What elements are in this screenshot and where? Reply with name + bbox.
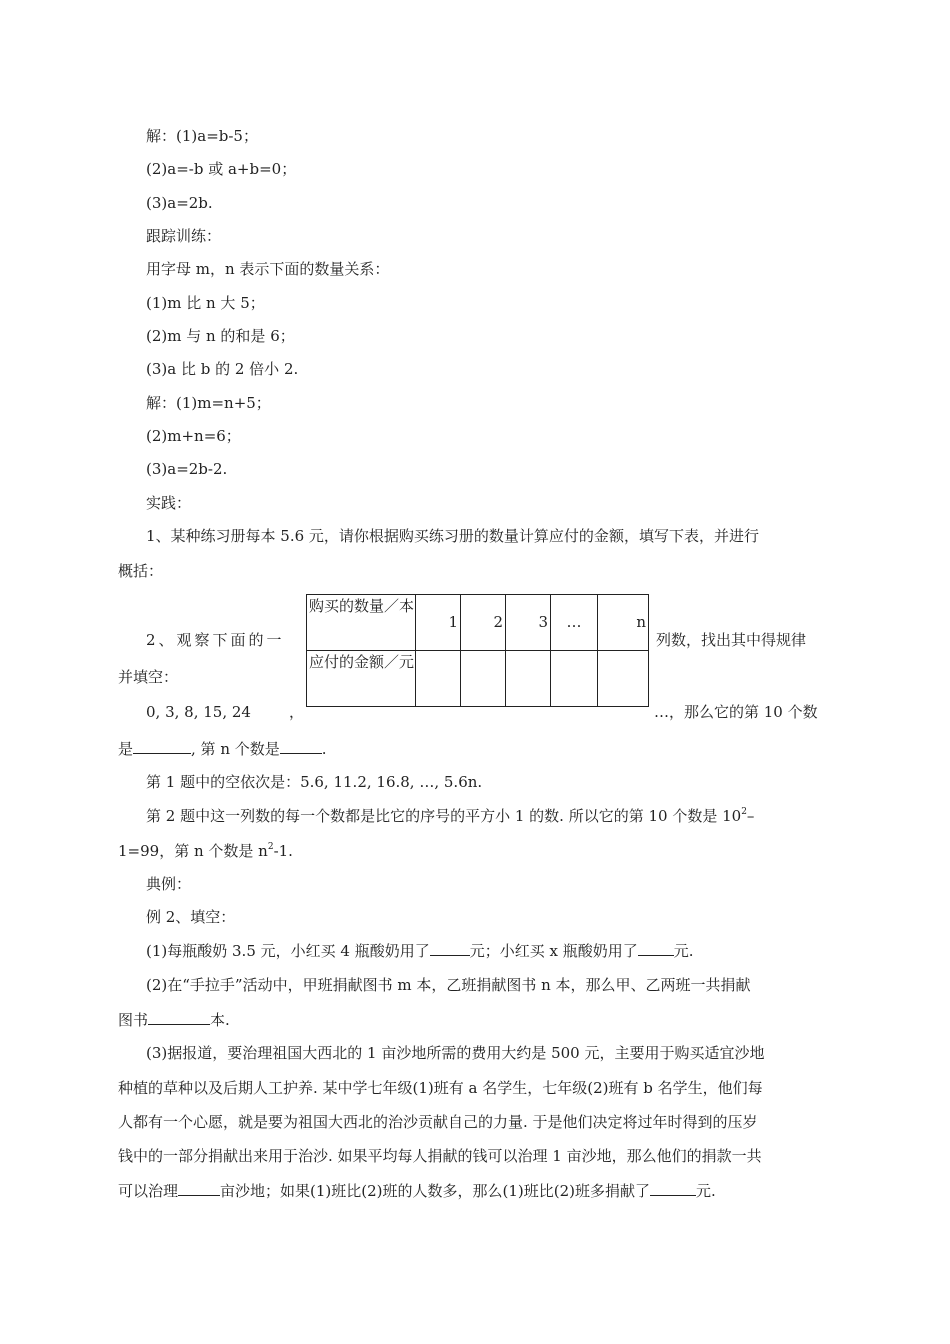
text-line: (2)在“手拉手”活动中，甲班捐献图书 m 本，乙班捐献图书 n 本，那么甲、乙两班一共捐献 [146, 976, 751, 994]
table-cell-empty [416, 651, 461, 707]
text-line: 钱中的一部分捐献出来用于治沙. 如果平均每人捐献的钱可以治理 1 亩沙地，那么他们的捐款一共 [118, 1147, 762, 1165]
answer-blank [430, 941, 470, 956]
text-line: 解：(1)m=n+5； [146, 394, 271, 412]
answer-blank [133, 739, 191, 754]
text: 图书 [118, 1011, 149, 1029]
text-line: (3)a 比 b 的 2 倍小 2. [146, 360, 299, 378]
text-line: 概括： [118, 562, 164, 580]
text: 亩沙地；如果(1)班比(2)班的人数多，那么(1)班比(2)班多捐献了 [220, 1182, 651, 1200]
table-cell: 1 [416, 595, 461, 651]
answer-blank [650, 1181, 696, 1196]
table-cell-empty [551, 651, 598, 707]
text: (1)每瓶酸奶 3.5 元，小红买 4 瓶酸奶用了 [146, 942, 430, 960]
text: -1. [273, 842, 293, 860]
price-table [306, 594, 649, 707]
text-line: 列数，找出其中得规律 [656, 631, 807, 649]
text: 元. [673, 942, 694, 960]
text-line: 典例： [146, 875, 192, 893]
text-line: 例 2、填空： [146, 908, 236, 926]
text-line: 种植的草种以及后期人工护养. 某中学七年级(1)班有 a 名学生，七年级(2)班有 b 名学生，他们每 [118, 1079, 763, 1097]
text: 可以治理 [118, 1182, 179, 1200]
text-line: 0, 3, 8, 15, 24 [146, 703, 251, 721]
text-line: (3)a=2b. [146, 194, 213, 212]
table-cell: n [598, 595, 649, 651]
answer-blank [148, 1010, 210, 1025]
text: 1=99，第 n 个数是 n [118, 842, 268, 860]
text-line: 解：(1)a=b-5； [146, 127, 258, 145]
text-line [146, 941, 694, 961]
table-cell-empty [598, 651, 649, 707]
text: . [321, 740, 327, 758]
text-line: (1)m 比 n 大 5； [146, 294, 265, 312]
text-line: 人都有一个心愿，就是要为祖国大西北的治沙贡献自己的力量. 于是他们决定将过年时得到的压岁 [118, 1113, 758, 1131]
table-cell-quantity-label: 购买的数量／本 [307, 595, 416, 651]
text: 第 2 题中这一列数的每一个数都是比它的序号的平方小 1 的数. 所以它的第 10 个数是 10 [146, 807, 742, 825]
text-line: (2)m 与 n 的和是 6； [146, 327, 295, 345]
superscript: 2 [741, 807, 747, 817]
text: 元. [696, 1182, 716, 1200]
text: 元；小红买 x 瓶酸奶用了 [469, 942, 638, 960]
text: – [746, 807, 755, 825]
answer-blank [638, 941, 674, 956]
text-line: 跟踪训练： [146, 227, 222, 245]
table-row [307, 651, 649, 707]
text-line [146, 806, 754, 826]
answer-blank [178, 1181, 220, 1196]
text-line: (3)据报道，要治理祖国大西北的 1 亩沙地所需的费用大约是 500 元，主要用于购买适宜沙地 [146, 1044, 765, 1062]
text: 本. [210, 1011, 230, 1029]
text-line: …，那么它的第 10 个数 [654, 703, 818, 721]
superscript: 2 [267, 842, 274, 852]
text-line [118, 1010, 230, 1030]
text-line: 1、某种练习册每本 5.6 元，请你根据购买练习册的数量计算应付的金额，填写下表，并进行 [146, 527, 759, 545]
text-line: (2)a=-b 或 a+b=0； [146, 160, 297, 178]
text-line [118, 1181, 716, 1201]
text-line [118, 841, 293, 861]
text-line: 并填空： [118, 668, 179, 686]
answer-blank [280, 739, 322, 754]
text-line [118, 739, 327, 759]
table-cell-empty [461, 651, 506, 707]
table-row [307, 595, 649, 651]
table-cell: … [551, 595, 598, 651]
text-line: 第 1 题中的空依次是：5.6, 11.2, 16.8, …, 5.6n. [146, 773, 483, 791]
text-line: (2)m+n=6； [146, 427, 241, 445]
table-cell-empty [506, 651, 551, 707]
text: , 第 n 个数是 [191, 740, 280, 758]
text-line: 实践： [146, 494, 192, 512]
table-cell: 2 [461, 595, 506, 651]
table-cell: 3 [506, 595, 551, 651]
table-cell-amount-label: 应付的金额／元 [307, 651, 416, 707]
text-line: ， [289, 703, 305, 721]
text-line: (3)a=2b-2. [146, 460, 228, 478]
text: 是 [118, 740, 134, 758]
text-line: 用字母 m，n 表示下面的数量关系： [146, 260, 390, 278]
text-line: 2、观察下面的一 [146, 631, 285, 649]
